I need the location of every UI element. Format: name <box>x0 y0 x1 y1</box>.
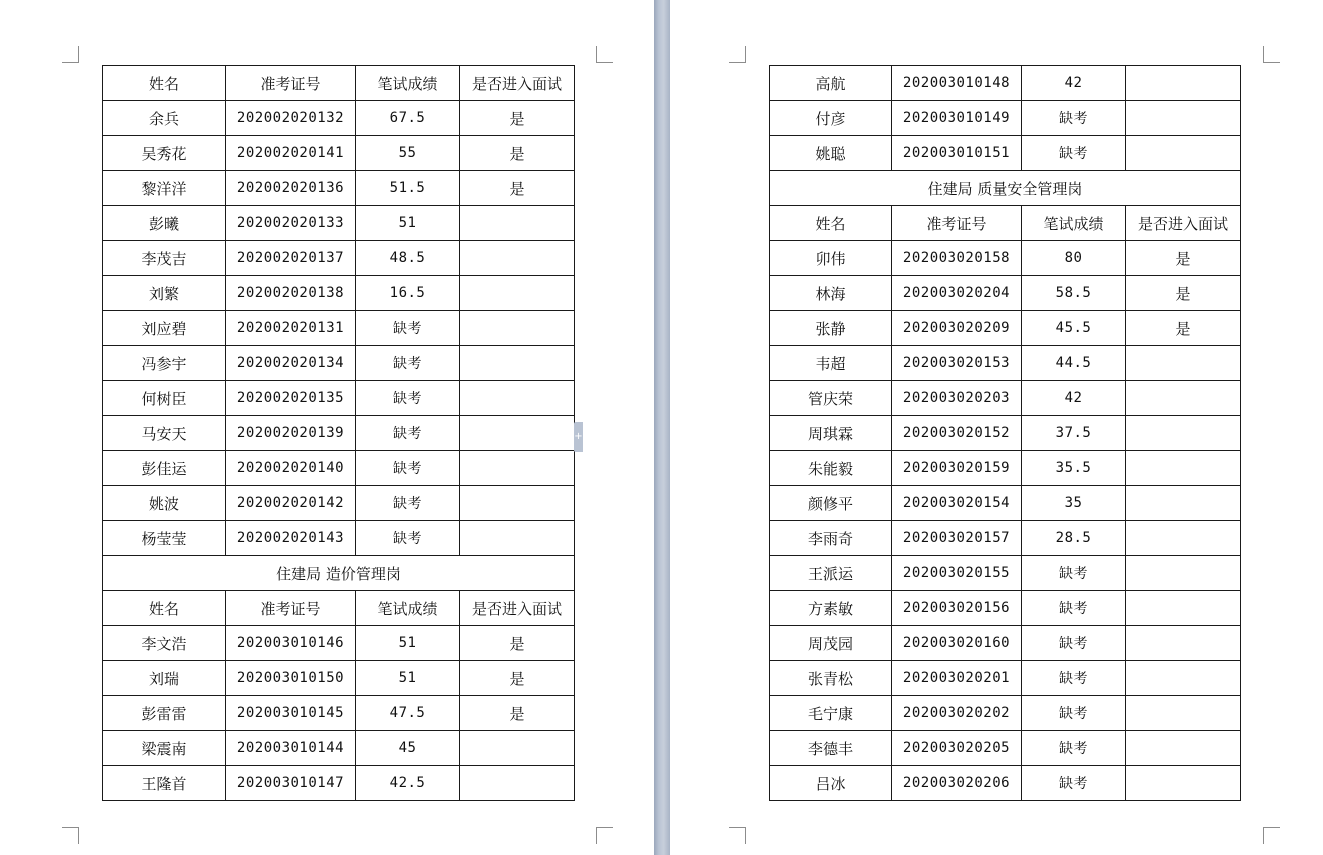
interview-status <box>460 766 575 801</box>
header-exam-id: 准考证号 <box>226 591 356 626</box>
table-row <box>770 731 1241 766</box>
exam-id: 202003020205 <box>892 731 1022 766</box>
document-page-right[interactable] <box>670 0 1323 855</box>
table-row <box>770 416 1241 451</box>
exam-id: 202002020132 <box>226 101 356 136</box>
candidate-name: 林海 <box>770 276 892 311</box>
table-row <box>770 101 1241 136</box>
exam-id: 202002020141 <box>226 136 356 171</box>
table-row <box>103 696 575 731</box>
interview-status <box>460 346 575 381</box>
written-score: 缺考 <box>356 311 460 346</box>
document-page-left[interactable] <box>0 0 654 855</box>
written-score: 16.5 <box>356 276 460 311</box>
candidate-name: 吴秀花 <box>103 136 226 171</box>
candidate-name: 吕冰 <box>770 766 892 801</box>
table-row <box>770 136 1241 171</box>
exam-id: 202003020201 <box>892 661 1022 696</box>
candidate-name: 李德丰 <box>770 731 892 766</box>
header-written-score: 笔试成绩 <box>1022 206 1126 241</box>
written-score: 42 <box>1022 66 1126 101</box>
crop-mark-top-left <box>62 46 79 63</box>
written-score: 缺考 <box>356 451 460 486</box>
exam-id: 202003020155 <box>892 556 1022 591</box>
interview-status <box>460 206 575 241</box>
written-score: 缺考 <box>1022 136 1126 171</box>
candidate-name: 方素敏 <box>770 591 892 626</box>
written-score: 缺考 <box>356 486 460 521</box>
exam-id: 202003020206 <box>892 766 1022 801</box>
exam-id: 202002020138 <box>226 276 356 311</box>
interview-status: 是 <box>460 101 575 136</box>
candidate-name: 余兵 <box>103 101 226 136</box>
written-score: 缺考 <box>1022 626 1126 661</box>
header-name: 姓名 <box>103 591 226 626</box>
candidate-name: 付彦 <box>770 101 892 136</box>
crop-mark-top-left <box>729 46 746 63</box>
candidate-name: 马安天 <box>103 416 226 451</box>
exam-id: 202002020133 <box>226 206 356 241</box>
candidate-name: 周琪霖 <box>770 416 892 451</box>
written-score: 缺考 <box>356 346 460 381</box>
candidate-name: 高航 <box>770 66 892 101</box>
table-row <box>103 521 575 556</box>
table-row <box>770 486 1241 521</box>
page-split-handle[interactable] <box>574 422 583 452</box>
candidate-name: 冯参宇 <box>103 346 226 381</box>
exam-id: 202003020157 <box>892 521 1022 556</box>
interview-status <box>1126 451 1241 486</box>
table-row <box>103 381 575 416</box>
candidate-name: 李文浩 <box>103 626 226 661</box>
table-row <box>770 696 1241 731</box>
exam-id: 202003020204 <box>892 276 1022 311</box>
interview-status <box>460 311 575 346</box>
interview-status <box>1126 731 1241 766</box>
table-row <box>770 381 1241 416</box>
written-score: 缺考 <box>356 521 460 556</box>
page-gutter <box>654 0 670 855</box>
exam-id: 202003010149 <box>892 101 1022 136</box>
score-table-right <box>769 65 1241 801</box>
section-title-row <box>103 556 575 591</box>
exam-id: 202002020135 <box>226 381 356 416</box>
written-score: 45 <box>356 731 460 766</box>
exam-id: 202003020153 <box>892 346 1022 381</box>
table-row <box>103 416 575 451</box>
interview-status <box>1126 591 1241 626</box>
candidate-name: 刘瑞 <box>103 661 226 696</box>
written-score: 缺考 <box>1022 731 1126 766</box>
exam-id: 202003020202 <box>892 696 1022 731</box>
interview-status: 是 <box>1126 311 1241 346</box>
exam-id: 202002020143 <box>226 521 356 556</box>
written-score: 55 <box>356 136 460 171</box>
written-score: 缺考 <box>1022 591 1126 626</box>
candidate-name: 彭雷雷 <box>103 696 226 731</box>
candidate-name: 姚聪 <box>770 136 892 171</box>
table-header-row <box>103 66 575 101</box>
candidate-name: 张静 <box>770 311 892 346</box>
table-row <box>770 556 1241 591</box>
header-name: 姓名 <box>103 66 226 101</box>
interview-status <box>460 416 575 451</box>
header-exam-id: 准考证号 <box>892 206 1022 241</box>
interview-status <box>460 381 575 416</box>
interview-status <box>1126 556 1241 591</box>
candidate-name: 刘应碧 <box>103 311 226 346</box>
candidate-name: 李茂吉 <box>103 241 226 276</box>
interview-status <box>460 731 575 766</box>
exam-id: 202002020142 <box>226 486 356 521</box>
written-score: 51 <box>356 661 460 696</box>
written-score: 47.5 <box>356 696 460 731</box>
interview-status <box>1126 626 1241 661</box>
table-row <box>770 766 1241 801</box>
candidate-name: 杨莹莹 <box>103 521 226 556</box>
candidate-name: 梁震南 <box>103 731 226 766</box>
header-exam-id: 准考证号 <box>226 66 356 101</box>
candidate-name: 韦超 <box>770 346 892 381</box>
written-score: 51 <box>356 626 460 661</box>
exam-id: 202003020160 <box>892 626 1022 661</box>
section-title: 住建局 造价管理岗 <box>103 556 575 591</box>
header-written-score: 笔试成绩 <box>356 591 460 626</box>
candidate-name: 李雨奇 <box>770 521 892 556</box>
written-score: 37.5 <box>1022 416 1126 451</box>
interview-status <box>1126 101 1241 136</box>
exam-id: 202002020131 <box>226 311 356 346</box>
candidate-name: 卯伟 <box>770 241 892 276</box>
table-row <box>103 346 575 381</box>
candidate-name: 刘繁 <box>103 276 226 311</box>
crop-mark-bottom-right <box>1263 827 1280 844</box>
crop-mark-bottom-right <box>596 827 613 844</box>
interview-status <box>460 521 575 556</box>
table-row <box>770 346 1241 381</box>
interview-status <box>1126 346 1241 381</box>
written-score: 80 <box>1022 241 1126 276</box>
exam-id: 202002020136 <box>226 171 356 206</box>
table-row <box>103 101 575 136</box>
table-header-row <box>770 206 1241 241</box>
crop-mark-bottom-left <box>729 827 746 844</box>
interview-status <box>1126 521 1241 556</box>
candidate-name: 颜修平 <box>770 486 892 521</box>
exam-id: 202003020158 <box>892 241 1022 276</box>
interview-status <box>460 241 575 276</box>
exam-id: 202002020140 <box>226 451 356 486</box>
plus-icon: + <box>574 431 583 442</box>
candidate-name: 周茂园 <box>770 626 892 661</box>
interview-status <box>1126 696 1241 731</box>
candidate-name: 黎洋洋 <box>103 171 226 206</box>
table-row <box>103 206 575 241</box>
candidate-name: 朱能毅 <box>770 451 892 486</box>
exam-id: 202002020134 <box>226 346 356 381</box>
written-score: 67.5 <box>356 101 460 136</box>
written-score: 42 <box>1022 381 1126 416</box>
interview-status <box>460 451 575 486</box>
candidate-name: 彭曦 <box>103 206 226 241</box>
exam-id: 202003010147 <box>226 766 356 801</box>
table-row <box>770 451 1241 486</box>
interview-status <box>1126 136 1241 171</box>
interview-status <box>1126 661 1241 696</box>
written-score: 缺考 <box>1022 101 1126 136</box>
exam-id: 202003010146 <box>226 626 356 661</box>
candidate-name: 张青松 <box>770 661 892 696</box>
exam-id: 202003020154 <box>892 486 1022 521</box>
table-row <box>103 241 575 276</box>
candidate-name: 王派运 <box>770 556 892 591</box>
candidate-name: 王隆首 <box>103 766 226 801</box>
table-row <box>770 521 1241 556</box>
interview-status <box>1126 66 1241 101</box>
candidate-name: 毛宁康 <box>770 696 892 731</box>
table-row <box>103 661 575 696</box>
header-written-score: 笔试成绩 <box>356 66 460 101</box>
written-score: 缺考 <box>356 416 460 451</box>
written-score: 35.5 <box>1022 451 1126 486</box>
exam-id: 202003010150 <box>226 661 356 696</box>
candidate-name: 姚波 <box>103 486 226 521</box>
crop-mark-bottom-left <box>62 827 79 844</box>
candidate-name: 管庆荣 <box>770 381 892 416</box>
exam-id: 202003010144 <box>226 731 356 766</box>
written-score: 缺考 <box>1022 766 1126 801</box>
interview-status <box>1126 486 1241 521</box>
header-interview: 是否进入面试 <box>460 66 575 101</box>
candidate-name: 彭佳运 <box>103 451 226 486</box>
written-score: 45.5 <box>1022 311 1126 346</box>
table-row <box>103 171 575 206</box>
header-name: 姓名 <box>770 206 892 241</box>
written-score: 35 <box>1022 486 1126 521</box>
table-row <box>103 486 575 521</box>
table-row <box>103 766 575 801</box>
crop-mark-top-right <box>1263 46 1280 63</box>
exam-id: 202003010151 <box>892 136 1022 171</box>
exam-id: 202003010145 <box>226 696 356 731</box>
interview-status: 是 <box>460 626 575 661</box>
written-score: 缺考 <box>1022 696 1126 731</box>
exam-id: 202003020209 <box>892 311 1022 346</box>
table-header-row <box>103 591 575 626</box>
header-interview: 是否进入面试 <box>1126 206 1241 241</box>
written-score: 51.5 <box>356 171 460 206</box>
table-row <box>103 276 575 311</box>
table-row <box>770 66 1241 101</box>
table-row <box>103 136 575 171</box>
table-row <box>770 241 1241 276</box>
table-row <box>770 626 1241 661</box>
crop-mark-top-right <box>596 46 613 63</box>
table-row <box>103 626 575 661</box>
interview-status: 是 <box>1126 276 1241 311</box>
written-score: 缺考 <box>356 381 460 416</box>
exam-id: 202003020152 <box>892 416 1022 451</box>
interview-status <box>1126 766 1241 801</box>
interview-status: 是 <box>460 696 575 731</box>
interview-status <box>1126 416 1241 451</box>
interview-status <box>1126 381 1241 416</box>
written-score: 缺考 <box>1022 556 1126 591</box>
table-row <box>770 276 1241 311</box>
exam-id: 202003020156 <box>892 591 1022 626</box>
table-row <box>770 311 1241 346</box>
interview-status: 是 <box>460 171 575 206</box>
exam-id: 202002020137 <box>226 241 356 276</box>
section-title: 住建局 质量安全管理岗 <box>770 171 1241 206</box>
exam-id: 202003020159 <box>892 451 1022 486</box>
written-score: 51 <box>356 206 460 241</box>
table-row <box>103 451 575 486</box>
section-title-row <box>770 171 1241 206</box>
score-table-left <box>102 65 575 801</box>
interview-status: 是 <box>460 661 575 696</box>
table-row <box>770 661 1241 696</box>
table-row <box>770 591 1241 626</box>
written-score: 58.5 <box>1022 276 1126 311</box>
interview-status: 是 <box>460 136 575 171</box>
header-interview: 是否进入面试 <box>460 591 575 626</box>
candidate-name: 何树臣 <box>103 381 226 416</box>
interview-status <box>460 486 575 521</box>
written-score: 28.5 <box>1022 521 1126 556</box>
exam-id: 202003020203 <box>892 381 1022 416</box>
written-score: 48.5 <box>356 241 460 276</box>
table-row <box>103 731 575 766</box>
written-score: 缺考 <box>1022 661 1126 696</box>
written-score: 44.5 <box>1022 346 1126 381</box>
interview-status: 是 <box>1126 241 1241 276</box>
table-row <box>103 311 575 346</box>
exam-id: 202003010148 <box>892 66 1022 101</box>
interview-status <box>460 276 575 311</box>
exam-id: 202002020139 <box>226 416 356 451</box>
written-score: 42.5 <box>356 766 460 801</box>
